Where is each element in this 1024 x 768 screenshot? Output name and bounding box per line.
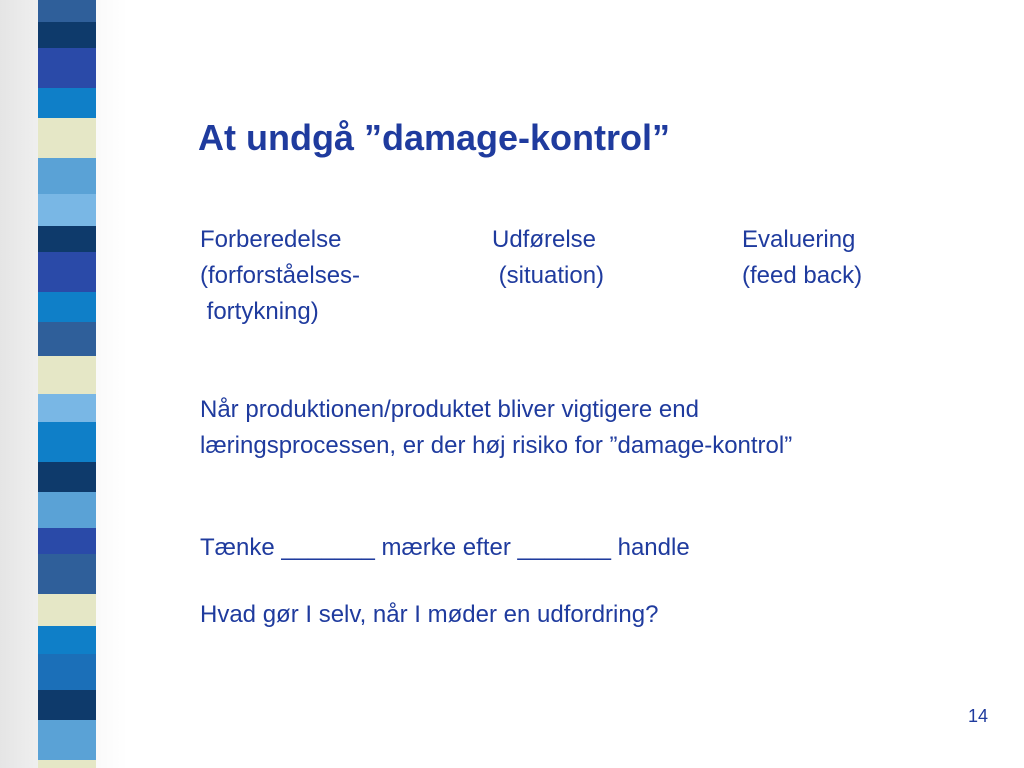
column-subtext: (situation) bbox=[492, 262, 605, 289]
stripe-block bbox=[38, 760, 96, 768]
stripe-block bbox=[38, 0, 96, 22]
decorative-stripe bbox=[0, 0, 128, 768]
stripe-block bbox=[38, 118, 96, 158]
think-line: Tænke _______ mærke efter _______ handle bbox=[200, 534, 690, 561]
stripe-block bbox=[38, 322, 96, 356]
column-subtext: (feed back) bbox=[742, 262, 863, 289]
stripe-block bbox=[38, 226, 96, 252]
stripe-block bbox=[38, 252, 96, 292]
column-forberedelse bbox=[200, 222, 360, 330]
stripe-block bbox=[38, 594, 96, 626]
column-heading: Forberedelse bbox=[200, 226, 342, 253]
column-subtext: (forforståelses- fortykning) bbox=[200, 262, 361, 325]
stripe-block bbox=[38, 48, 96, 88]
stripe-block bbox=[38, 292, 96, 322]
question-line: Hvad gør I selv, når I møder en udfordring? bbox=[200, 601, 659, 628]
stripe-block bbox=[38, 720, 96, 760]
stripe-block bbox=[38, 690, 96, 720]
stripe-block bbox=[38, 194, 96, 226]
stripe-block bbox=[38, 492, 96, 528]
stripe-block bbox=[38, 394, 96, 422]
stripe-block bbox=[38, 462, 96, 492]
column-udforelse bbox=[492, 222, 604, 294]
stripe-block bbox=[38, 22, 96, 48]
stripe-block bbox=[38, 528, 96, 554]
column-heading: Evaluering bbox=[742, 226, 856, 253]
page-number: 14 bbox=[967, 706, 988, 726]
stripe-block bbox=[38, 626, 96, 654]
stripe-block bbox=[38, 422, 96, 462]
risk-paragraph: Når produktionen/produktet bliver vigtigere end læringsprocessen, er der høj risiko for ”damage-kontrol” bbox=[200, 396, 793, 459]
stripe-block bbox=[38, 654, 96, 690]
stripe-block bbox=[38, 356, 96, 394]
stripe-block bbox=[38, 88, 96, 118]
stripe-graphic bbox=[0, 0, 128, 768]
stripe-block bbox=[38, 554, 96, 594]
column-heading: Udførelse bbox=[492, 226, 597, 253]
column-evaluering bbox=[742, 222, 862, 294]
slide-title: At undgå ”damage-kontrol” bbox=[198, 117, 671, 158]
stripe-block bbox=[38, 158, 96, 194]
